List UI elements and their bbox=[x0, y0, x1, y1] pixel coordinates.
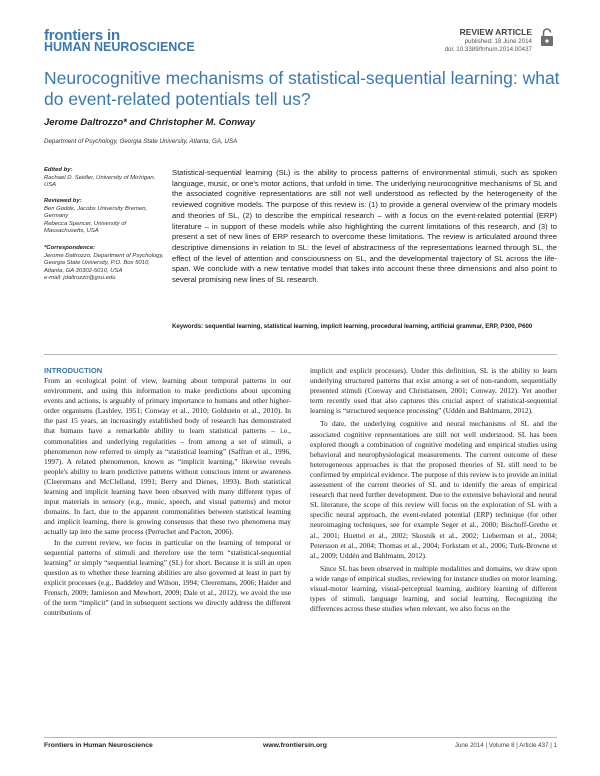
sidebar-correspondence bbox=[44, 245, 164, 283]
authors: Jerome Daltrozzo* and Christopher M. Conway bbox=[44, 117, 256, 128]
keywords bbox=[172, 323, 557, 331]
article-type: REVIEW ARTICLE bbox=[459, 27, 532, 37]
journal-logo-bottom: HUMAN NEUROSCIENCE bbox=[44, 40, 195, 54]
keywords-list: sequential learning, statistical learning, implicit learning, procedural learning, artificial grammar, ERP, P300, P600 bbox=[204, 323, 533, 330]
sidebar-edited-by bbox=[44, 167, 164, 190]
abstract: Statistical-sequential learning (SL) is the ability to process patterns of environmental stimuli, such as spoken language, music, or one's motor actions, that unfold in time. The underlying neurocognitive mechanisms of SL and the associated cognitive representations are still not well understood as reflected by the heterogeneity of the reviewed cognitive models. The purpose of this review is: (1) to provide a general overview of the primary models and theories of SL, (2) to describe the empirical research – with a focus on the event-related potential (ERP) literature – in support of these models while also highlighting the current limitations of this research, and (3) to present a set of new lines of ERP research to overcome these limitations. The review is articulated around three descriptive dimensions in relation to SL: the level of abstractness of the representations learned through SL, the effect of the level of attention and consciousness on SL, and the developmental trajectory of SL across the life-span. We conclude with a new tentative model that takes into account these three dimensions and also point to several promising new lines of SL research. bbox=[172, 168, 557, 285]
journal-logo-top: frontiers in bbox=[44, 27, 120, 44]
published-date: published: 18 June 2014 bbox=[464, 38, 532, 45]
correspondence-address: Jerome Daltrozzo, Department of Psychology, Georgia State University, P.O. Box 5010, Atlanta, GA 30302-5010, USA bbox=[44, 252, 164, 274]
footer-website[interactable]: www.frontiersin.org bbox=[263, 742, 327, 749]
keywords-label: Keywords: bbox=[172, 323, 204, 330]
section-divider bbox=[44, 354, 557, 355]
left-column bbox=[44, 376, 291, 618]
editor: Rachael D. Seidler, University of Michigan, USA bbox=[44, 174, 156, 189]
footer-journal-name: Frontiers in Human Neuroscience bbox=[44, 742, 153, 749]
sidebar-reviewed-by bbox=[44, 198, 164, 236]
left-paragraph-1: From an ecological point of view, learning about temporal patterns in our environment, and using this information to make predictions about upcoming events and actions, is arguably of primary importance to humans and other higher-order organisms (Lashley, 1951; Conway et al., 2010; Goldstein et al., 2010). In the past 15 years, an increasingly established body of research has demonstrated that humans have a remarkable ability to learn statistical patterns – i.e., commonalities and underlying regularities – from among a set of stimuli, a phenomenon now referred to simply as “statistical learning” (Saffran et al., 1996, 1997). A related phenomenon, known as “implicit learning,” likewise reveals people's ability to learn predictive patterns without conscious intent or awareness (Cleeremans and McClelland, 1991; Berry and Dienes, 1993). Both statistical learning and implicit learning have been observed with many different types of input materials in sensory (e.g., music, speech, and visual patterns) and motor domains. In fact, due to the apparent commonalities between statistical learning and implicit learning, there is growing consensus that these two phenomena may actually tap into the same process (Perruchet and Pacton, 2006). bbox=[44, 376, 291, 537]
reviewer-1: Ben Godde, Jacobs University Bremen, Germany bbox=[44, 205, 148, 220]
reviewer-2: Rebecca Spencer, University of Massachusetts, USA bbox=[44, 220, 127, 235]
correspondence-label: *Correspondence: bbox=[44, 245, 96, 251]
right-column bbox=[310, 366, 557, 614]
left-paragraph-2: In the current review, we focus in particular on the learning of temporal or sequential patterns of stimuli and therefore use the term “statistical-sequential learning” or simply “sequential learning” (SL) for short. Because it is still an open question as to whether these learning abilities are also governed at least in part by explicit processes (e.g., Baddeley and Wilson, 1994; Cleeremans, 2006; Haider and Frensch, 2009; Jamieson and Mewhort, 2009; Dale et al., 2012), we avoid the use of the term “implicit” (and in subsequent sections we directly address the different contributions of bbox=[44, 537, 291, 618]
footer-page-info: June 2014 | Volume 8 | Article 437 | 1 bbox=[454, 742, 557, 749]
article-title: Neurocognitive mechanisms of statistical-sequential learning: what do event-related potentials tell us? bbox=[44, 68, 560, 109]
publication-meta bbox=[445, 38, 532, 54]
doi[interactable]: doi: 10.3389/fnhum.2014.00437 bbox=[444, 46, 532, 53]
correspondence-email[interactable]: e-mail: jdaltrozzo@gsu.edu bbox=[44, 275, 116, 282]
affiliation: Department of Psychology, Georgia State University, Atlanta, GA, USA bbox=[44, 138, 238, 145]
open-access-icon bbox=[540, 27, 554, 47]
introduction-heading: INTRODUCTION bbox=[44, 366, 103, 375]
right-paragraph-2: To date, the underlying cognitive and neural mechanisms of SL and the associated cognitive representations are still not well understood. SL has been explored though a combination of cognitive modeling and empirical studies using behavioral and neurophysiological measurements. The current outcome of these heterogeneous approaches is that the proposed theories of SL still need to be confirmed by empirical evidence. The purpose of this review is to provide an initial assessment of the current theories of SL and to identify the areas of empirical research that need further development. Due to the extensive behavioral and neural SL literature, the scope of this review will focus on the exploration of SL with a specific neural approach, the event-related potential (ERP) technique (for other neuroimaging techniques, see for example Seger et al., 2000; Bischoff-Grethe et al., 2001; Huettel et al., 2002; Skosnik et al., 2002; Lieberman et al., 2004; Petersson et al., 2004; Thomas et al., 2004; Forkstam et al., 2006; Turk-Browne et al., 2009; Uddén and Bahlmann, 2012). bbox=[310, 419, 557, 560]
right-paragraph-3: Since SL has been observed in multiple modalities and domains, we draw upon a wide range of empirical studies, reviewing for instance studies on motor learning, visual-motor learning, visual-perceptual learning, auditory learning of different types of stimuli, language learning, and social learning. Recognizing the differences across these studies when relevant, we also focus on the bbox=[310, 563, 557, 614]
edited-by-label: Edited by: bbox=[44, 167, 73, 173]
right-paragraph-1: implicit and explicit processes). Under this definition, SL is the ability to learn underlying structured patterns that exist among a set of non-random, sequentially presented stimuli (Conway and Christiansen, 2001; Conway, 2012). Yet another term recently used that also captures this crucial aspect of statistical-sequential learning is “structured sequence processing” (Uddén and Bahlmann, 2012). bbox=[310, 366, 557, 416]
footer-divider bbox=[44, 737, 557, 738]
reviewed-by-label: Reviewed by: bbox=[44, 198, 82, 204]
